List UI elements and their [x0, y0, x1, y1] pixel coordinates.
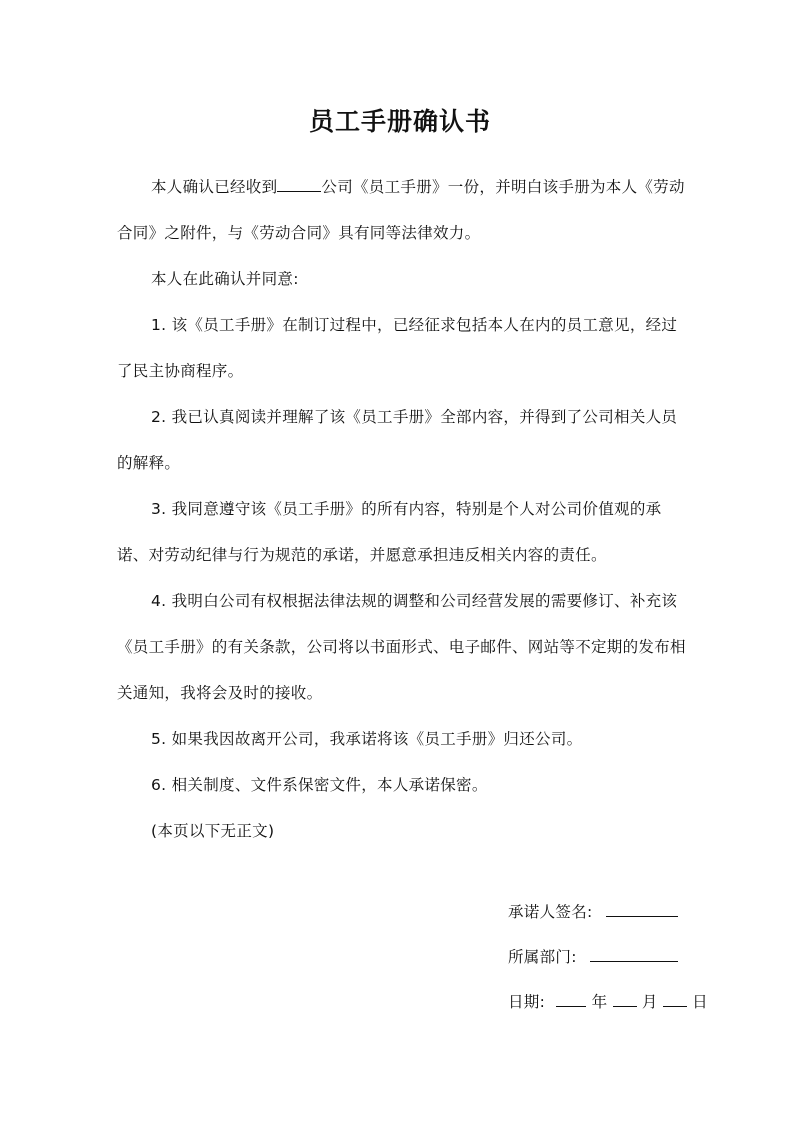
- date-row: [508, 990, 708, 1014]
- list-item: 3. 我同意遵守该《员工手册》的所有内容，特别是个人对公司价值观的承诺、对劳动纪律与行为规范的承诺，并愿意承担违反相关内容的责任。: [117, 500, 662, 564]
- signer-label: 承诺人签名:: [508, 903, 593, 921]
- department-field[interactable]: [590, 945, 678, 962]
- day-label: 日: [692, 993, 708, 1011]
- list-item: 1. 该《员工手册》在制订过程中，已经征求包括本人在内的员工意见，经过了民主协商程序。: [117, 316, 678, 380]
- department-row: [508, 945, 678, 969]
- list-item: 2. 我已认真阅读并理解了该《员工手册》全部内容，并得到了公司相关人员的解释。: [117, 408, 678, 472]
- intro-text-after: 公司《员工手册》一份，并明白该手册为本人《劳动合同》之附件，与《劳动合同》具有同等法律效力。: [117, 178, 685, 242]
- document-title: 员工手册确认书: [308, 107, 491, 136]
- date-label: 日期:: [508, 993, 546, 1011]
- year-field[interactable]: [556, 990, 586, 1007]
- list-item: 6. 相关制度、文件系保密文件，本人承诺保密。: [151, 776, 488, 794]
- intro-paragraph: [117, 164, 687, 256]
- signer-row: [508, 900, 678, 924]
- company-name-blank: [277, 175, 321, 192]
- confirm-heading: 本人在此确认并同意:: [151, 270, 299, 288]
- list-item: 4. 我明白公司有权根据法律法规的调整和公司经营发展的需要修订、补充该《员工手册》的有关条款，公司将以书面形式、电子邮件、网站等不定期的发布相关通知，我将会及时的接收。: [117, 592, 686, 702]
- list-item: 5. 如果我因故离开公司，我承诺将该《员工手册》归还公司。: [151, 730, 583, 748]
- document-body: [117, 164, 687, 854]
- department-label: 所属部门:: [508, 948, 577, 966]
- year-label: 年: [591, 993, 608, 1011]
- month-label: 月: [641, 993, 658, 1011]
- month-field[interactable]: [613, 990, 637, 1007]
- intro-text-before: 本人确认已经收到: [151, 178, 278, 196]
- day-field[interactable]: [663, 990, 687, 1007]
- signer-field[interactable]: [606, 900, 678, 917]
- end-note: (本页以下无正文): [151, 822, 275, 840]
